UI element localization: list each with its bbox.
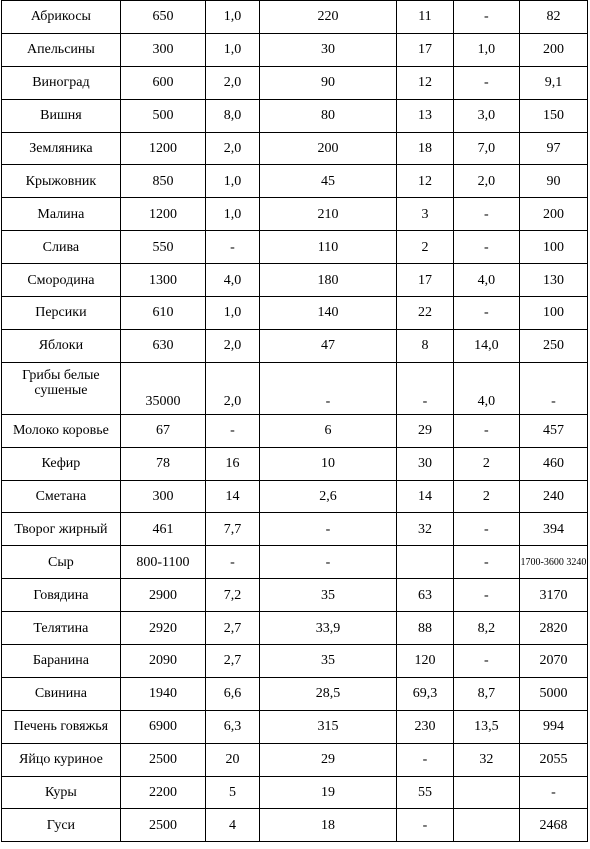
row-label-cell: Малина — [2, 198, 121, 231]
value-cell: 600 — [120, 66, 205, 99]
row-label-cell: Земляника — [2, 132, 121, 165]
value-cell: 2900 — [120, 579, 205, 612]
table-row — [2, 480, 588, 513]
value-cell: 2,0 — [206, 329, 260, 362]
value-cell: 2,0 — [206, 132, 260, 165]
value-cell: 30 — [259, 33, 396, 66]
table-row — [2, 612, 588, 645]
value-cell: 800-1100 — [120, 546, 205, 579]
value-cell: - — [519, 362, 587, 414]
value-cell: 1300 — [120, 264, 205, 297]
value-cell: 220 — [259, 1, 396, 34]
value-cell: - — [453, 579, 519, 612]
value-cell: 33,9 — [259, 612, 396, 645]
value-cell: 650 — [120, 1, 205, 34]
table-row — [2, 99, 588, 132]
value-cell: 13 — [397, 99, 454, 132]
value-cell: 4,0 — [453, 264, 519, 297]
value-cell: - — [397, 809, 454, 842]
row-label-cell: Телятина — [2, 612, 121, 645]
value-cell: 1,0 — [206, 1, 260, 34]
value-cell: 630 — [120, 329, 205, 362]
value-cell: 500 — [120, 99, 205, 132]
value-cell: 4 — [206, 809, 260, 842]
value-cell: 11 — [397, 1, 454, 34]
value-cell: 1940 — [120, 677, 205, 710]
value-cell: 12 — [397, 165, 454, 198]
value-cell: 100 — [519, 231, 587, 264]
value-cell: 32 — [453, 743, 519, 776]
value-cell: 20 — [206, 743, 260, 776]
value-cell: 67 — [120, 414, 205, 447]
value-cell: 14 — [206, 480, 260, 513]
table-row — [2, 710, 588, 743]
value-cell: - — [397, 743, 454, 776]
value-cell: - — [453, 546, 519, 579]
value-cell: 3170 — [519, 579, 587, 612]
value-cell: 82 — [519, 1, 587, 34]
row-label-cell: Куры — [2, 776, 121, 809]
value-cell: 1,0 — [206, 33, 260, 66]
value-cell: 5000 — [519, 677, 587, 710]
value-cell: 300 — [120, 33, 205, 66]
value-cell: 6,6 — [206, 677, 260, 710]
value-cell: 8,0 — [206, 99, 260, 132]
value-cell: 200 — [259, 132, 396, 165]
table-row — [2, 776, 588, 809]
table-row — [2, 297, 588, 330]
value-cell: 6900 — [120, 710, 205, 743]
value-cell: 69,3 — [397, 677, 454, 710]
value-cell — [453, 809, 519, 842]
row-label-cell: Грибы белые сушеные — [2, 362, 121, 414]
value-cell: - — [206, 231, 260, 264]
table-row — [2, 132, 588, 165]
value-cell: 2,7 — [206, 612, 260, 645]
value-cell — [453, 776, 519, 809]
row-label-cell: Сметана — [2, 480, 121, 513]
value-cell: 150 — [519, 99, 587, 132]
value-cell: 3 — [397, 198, 454, 231]
table-row — [2, 362, 588, 414]
value-cell: 14 — [397, 480, 454, 513]
table-row — [2, 546, 588, 579]
value-cell: 6,3 — [206, 710, 260, 743]
value-cell: 110 — [259, 231, 396, 264]
value-cell: 30 — [397, 447, 454, 480]
table-row — [2, 165, 588, 198]
value-cell: 12 — [397, 66, 454, 99]
table-row — [2, 513, 588, 546]
table-row — [2, 264, 588, 297]
table-row — [2, 198, 588, 231]
value-cell: - — [453, 414, 519, 447]
row-label-cell: Апельсины — [2, 33, 121, 66]
value-cell: 4,0 — [206, 264, 260, 297]
row-label-cell: Виноград — [2, 66, 121, 99]
value-cell: - — [453, 198, 519, 231]
value-cell: 2500 — [120, 743, 205, 776]
value-cell: 6 — [259, 414, 396, 447]
row-label-cell: Печень говяжья — [2, 710, 121, 743]
value-cell: 18 — [259, 809, 396, 842]
value-cell: 1700-3600 3240 — [519, 546, 587, 579]
value-cell: 240 — [519, 480, 587, 513]
value-cell: 28,5 — [259, 677, 396, 710]
value-cell: 2200 — [120, 776, 205, 809]
value-cell: 130 — [519, 264, 587, 297]
value-cell: 13,5 — [453, 710, 519, 743]
value-cell: 1,0 — [206, 165, 260, 198]
value-cell: - — [259, 362, 396, 414]
value-cell: 17 — [397, 264, 454, 297]
value-cell: 2 — [453, 480, 519, 513]
value-cell: 2 — [397, 231, 454, 264]
value-cell: 35 — [259, 579, 396, 612]
value-cell: 2920 — [120, 612, 205, 645]
row-label-cell: Слива — [2, 231, 121, 264]
value-cell: 460 — [519, 447, 587, 480]
value-cell: 1,0 — [453, 33, 519, 66]
value-cell: 8 — [397, 329, 454, 362]
value-cell: - — [453, 645, 519, 678]
value-cell: - — [453, 231, 519, 264]
value-cell: 4,0 — [453, 362, 519, 414]
nutrient-table — [1, 0, 588, 842]
value-cell: 14,0 — [453, 329, 519, 362]
value-cell: 394 — [519, 513, 587, 546]
value-cell: 1200 — [120, 132, 205, 165]
value-cell: 100 — [519, 297, 587, 330]
value-cell: 35000 — [120, 362, 205, 414]
value-cell: 2070 — [519, 645, 587, 678]
value-cell: 18 — [397, 132, 454, 165]
value-cell: 2,0 — [206, 362, 260, 414]
value-cell: 90 — [259, 66, 396, 99]
row-label-cell: Баранина — [2, 645, 121, 678]
value-cell: - — [453, 297, 519, 330]
value-cell: 7,0 — [453, 132, 519, 165]
row-label-cell: Гуси — [2, 809, 121, 842]
table-row — [2, 33, 588, 66]
row-label-cell: Молоко коровье — [2, 414, 121, 447]
value-cell: 7,7 — [206, 513, 260, 546]
value-cell: 2,0 — [206, 66, 260, 99]
value-cell: 17 — [397, 33, 454, 66]
value-cell: 2090 — [120, 645, 205, 678]
value-cell: 16 — [206, 447, 260, 480]
row-label-cell: Говядина — [2, 579, 121, 612]
value-cell: 8,7 — [453, 677, 519, 710]
value-cell: 47 — [259, 329, 396, 362]
value-cell: 2,6 — [259, 480, 396, 513]
value-cell: 1,0 — [206, 297, 260, 330]
table-row — [2, 329, 588, 362]
row-label-cell: Смородина — [2, 264, 121, 297]
value-cell: 29 — [397, 414, 454, 447]
value-cell: 45 — [259, 165, 396, 198]
value-cell: 19 — [259, 776, 396, 809]
value-cell: 2468 — [519, 809, 587, 842]
value-cell: 10 — [259, 447, 396, 480]
value-cell: 1,0 — [206, 198, 260, 231]
value-cell: - — [519, 776, 587, 809]
value-cell: 2055 — [519, 743, 587, 776]
row-label-cell: Яйцо куриное — [2, 743, 121, 776]
value-cell: 3,0 — [453, 99, 519, 132]
value-cell: 2500 — [120, 809, 205, 842]
table-row — [2, 743, 588, 776]
value-cell: 7,2 — [206, 579, 260, 612]
value-cell: 1200 — [120, 198, 205, 231]
value-cell: 200 — [519, 33, 587, 66]
value-cell: 88 — [397, 612, 454, 645]
value-cell: 55 — [397, 776, 454, 809]
value-cell: - — [453, 513, 519, 546]
value-cell: 850 — [120, 165, 205, 198]
value-cell: 180 — [259, 264, 396, 297]
value-cell: - — [453, 66, 519, 99]
row-label-cell: Свинина — [2, 677, 121, 710]
value-cell: 120 — [397, 645, 454, 678]
value-cell: 63 — [397, 579, 454, 612]
row-label-cell: Сыр — [2, 546, 121, 579]
value-cell: 2820 — [519, 612, 587, 645]
value-cell: 315 — [259, 710, 396, 743]
value-cell: 210 — [259, 198, 396, 231]
table-row — [2, 579, 588, 612]
table-row — [2, 66, 588, 99]
value-cell: 9,1 — [519, 66, 587, 99]
value-cell: 22 — [397, 297, 454, 330]
value-cell: 35 — [259, 645, 396, 678]
value-cell: 550 — [120, 231, 205, 264]
row-label-cell: Вишня — [2, 99, 121, 132]
row-label-cell: Яблоки — [2, 329, 121, 362]
value-cell: - — [259, 513, 396, 546]
value-cell: 5 — [206, 776, 260, 809]
value-cell: 2 — [453, 447, 519, 480]
table-row — [2, 414, 588, 447]
value-cell: 29 — [259, 743, 396, 776]
value-cell: 300 — [120, 480, 205, 513]
value-cell: 230 — [397, 710, 454, 743]
value-cell: 200 — [519, 198, 587, 231]
value-cell: 610 — [120, 297, 205, 330]
table-row — [2, 231, 588, 264]
value-cell: 8,2 — [453, 612, 519, 645]
table-row — [2, 645, 588, 678]
table-row — [2, 447, 588, 480]
value-cell: 78 — [120, 447, 205, 480]
value-cell: 90 — [519, 165, 587, 198]
value-cell: - — [206, 414, 260, 447]
value-cell: 461 — [120, 513, 205, 546]
value-cell: 97 — [519, 132, 587, 165]
value-cell: 80 — [259, 99, 396, 132]
value-cell: - — [206, 546, 260, 579]
value-cell: 994 — [519, 710, 587, 743]
value-cell: - — [453, 1, 519, 34]
table-row — [2, 677, 588, 710]
value-cell: 32 — [397, 513, 454, 546]
value-cell: 140 — [259, 297, 396, 330]
table-row — [2, 809, 588, 842]
value-cell: 457 — [519, 414, 587, 447]
value-cell: 2,7 — [206, 645, 260, 678]
value-cell: - — [259, 546, 396, 579]
value-cell: 250 — [519, 329, 587, 362]
row-label-cell: Кефир — [2, 447, 121, 480]
row-label-cell: Творог жирный — [2, 513, 121, 546]
row-label-cell: Абрикосы — [2, 1, 121, 34]
table-row — [2, 1, 588, 34]
value-cell: 2,0 — [453, 165, 519, 198]
value-cell: - — [397, 362, 454, 414]
table-body — [2, 1, 588, 842]
row-label-cell: Крыжовник — [2, 165, 121, 198]
value-cell — [397, 546, 454, 579]
row-label-cell: Персики — [2, 297, 121, 330]
